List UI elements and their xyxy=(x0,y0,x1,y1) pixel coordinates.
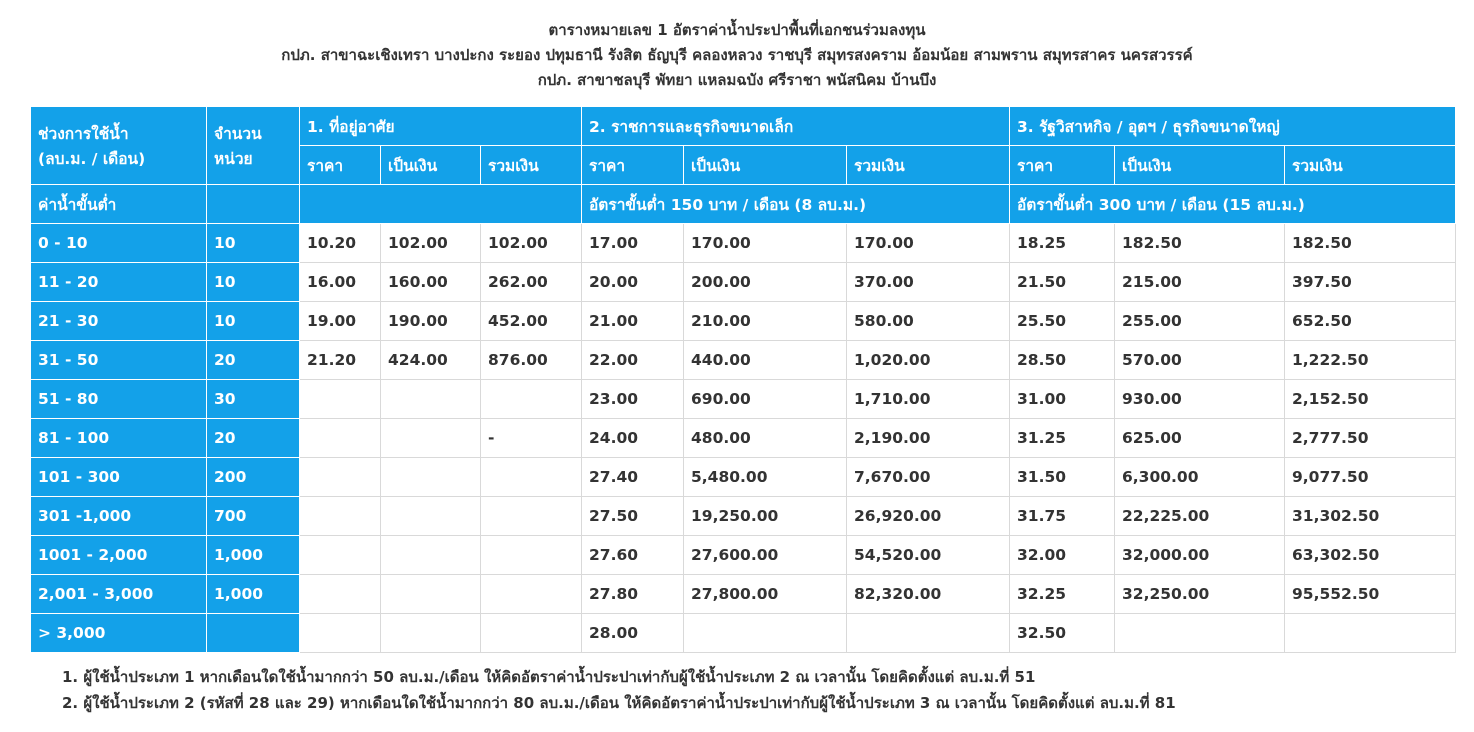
group-state-enterprise-industry-header: 3. รัฐวิสาหกิจ / อุตฯ / ธุรกิจขนาดใหญ่ xyxy=(1010,107,1456,146)
g1-total-cell xyxy=(481,380,582,419)
g2-amount-cell: 480.00 xyxy=(684,419,847,458)
table-row xyxy=(31,497,1456,536)
usage-range-cell: 51 - 80 xyxy=(31,380,207,419)
g1-amount-cell xyxy=(381,419,481,458)
g1-total-cell xyxy=(481,497,582,536)
g1-amount-cell xyxy=(381,497,481,536)
g1-price-cell: 10.20 xyxy=(300,224,381,263)
g2-price-cell: 27.80 xyxy=(582,575,684,614)
g3-total-cell: 95,552.50 xyxy=(1285,575,1456,614)
g2-amount-cell: 5,480.00 xyxy=(684,458,847,497)
g3-price-header: ราคา xyxy=(1010,146,1115,185)
g2-total-cell: 170.00 xyxy=(847,224,1010,263)
units-header-line-1: จำนวน xyxy=(214,124,262,143)
g3-total-cell: 9,077.50 xyxy=(1285,458,1456,497)
table-row xyxy=(31,614,1456,653)
g1-amount-cell xyxy=(381,380,481,419)
g2-amount-cell: 27,800.00 xyxy=(684,575,847,614)
g1-amount-cell xyxy=(381,458,481,497)
g3-price-cell: 21.50 xyxy=(1010,263,1115,302)
g2-price-cell: 28.00 xyxy=(582,614,684,653)
units-cell: 20 xyxy=(207,341,300,380)
g2-amount-cell xyxy=(684,614,847,653)
g2-amount-cell: 19,250.00 xyxy=(684,497,847,536)
rate-rows xyxy=(31,224,1456,653)
g2-price-cell: 20.00 xyxy=(582,263,684,302)
g3-total-cell: 182.50 xyxy=(1285,224,1456,263)
g1-total-cell: 452.00 xyxy=(481,302,582,341)
g3-total-cell: 397.50 xyxy=(1285,263,1456,302)
g1-total-cell xyxy=(481,536,582,575)
units-cell: 700 xyxy=(207,497,300,536)
g2-amount-cell: 27,600.00 xyxy=(684,536,847,575)
g1-price-cell xyxy=(300,575,381,614)
g2-total-cell xyxy=(847,614,1010,653)
usage-range-cell: 81 - 100 xyxy=(31,419,207,458)
units-cell: 200 xyxy=(207,458,300,497)
water-rate-table xyxy=(30,106,1456,653)
usage-range-cell: 31 - 50 xyxy=(31,341,207,380)
g1-minimum-cell xyxy=(300,185,582,224)
g1-total-cell xyxy=(481,614,582,653)
g3-price-cell: 31.00 xyxy=(1010,380,1115,419)
g1-amount-cell: 190.00 xyxy=(381,302,481,341)
g3-total-cell: 652.50 xyxy=(1285,302,1456,341)
g1-amount-cell: 424.00 xyxy=(381,341,481,380)
g1-total-cell xyxy=(481,575,582,614)
g3-total-cell: 1,222.50 xyxy=(1285,341,1456,380)
table-row xyxy=(31,419,1456,458)
g2-total-header: รวมเงิน xyxy=(847,146,1010,185)
g3-total-cell: 2,152.50 xyxy=(1285,380,1456,419)
g1-total-header: รวมเงิน xyxy=(481,146,582,185)
g3-price-cell: 32.00 xyxy=(1010,536,1115,575)
usage-range-cell: 301 -1,000 xyxy=(31,497,207,536)
usage-range-cell: 1001 - 2,000 xyxy=(31,536,207,575)
g1-amount-cell xyxy=(381,614,481,653)
g3-minimum-rate: อัตราขั้นต่ำ 300 บาท / เดือน (15 ลบ.ม.) xyxy=(1010,185,1456,224)
g3-total-cell xyxy=(1285,614,1456,653)
g1-total-cell: 102.00 xyxy=(481,224,582,263)
g3-amount-cell: 255.00 xyxy=(1115,302,1285,341)
table-row xyxy=(31,302,1456,341)
usage-range-cell: 11 - 20 xyxy=(31,263,207,302)
g2-total-cell: 82,320.00 xyxy=(847,575,1010,614)
units-cell: 10 xyxy=(207,302,300,341)
title-line-3: กปภ. สาขาชลบุรี พัทยา แหลมฉบัง ศรีราชา พนัสนิคม บ้านบึง xyxy=(537,71,937,89)
g2-price-cell: 24.00 xyxy=(582,419,684,458)
table-row xyxy=(31,263,1456,302)
table-row xyxy=(31,341,1456,380)
g3-amount-header: เป็นเงิน xyxy=(1115,146,1285,185)
g2-total-cell: 370.00 xyxy=(847,263,1010,302)
g3-amount-cell: 6,300.00 xyxy=(1115,458,1285,497)
g1-price-cell: 19.00 xyxy=(300,302,381,341)
units-cell: 1,000 xyxy=(207,575,300,614)
g2-price-cell: 17.00 xyxy=(582,224,684,263)
units-cell: 20 xyxy=(207,419,300,458)
table-row xyxy=(31,575,1456,614)
g3-amount-cell xyxy=(1115,614,1285,653)
g3-price-cell: 32.50 xyxy=(1010,614,1115,653)
g2-total-cell: 7,670.00 xyxy=(847,458,1010,497)
g1-price-cell: 21.20 xyxy=(300,341,381,380)
usage-range-cell: 2,001 - 3,000 xyxy=(31,575,207,614)
g1-total-cell: 876.00 xyxy=(481,341,582,380)
title-line-1: ตารางหมายเลข 1 อัตราค่าน้ำประปาพื้นที่เอกชนร่วมลงทุน xyxy=(548,21,926,39)
g1-price-cell xyxy=(300,536,381,575)
table-row xyxy=(31,536,1456,575)
g1-total-cell: - xyxy=(481,419,582,458)
g2-minimum-rate: อัตราขั้นต่ำ 150 บาท / เดือน (8 ลบ.ม.) xyxy=(582,185,1010,224)
minimum-charge-label: ค่าน้ำขั้นต่ำ xyxy=(31,185,207,224)
usage-range-header-line-1: ช่วงการใช้น้ำ xyxy=(38,124,129,143)
g3-total-cell: 63,302.50 xyxy=(1285,536,1456,575)
g2-amount-cell: 170.00 xyxy=(684,224,847,263)
g2-price-cell: 22.00 xyxy=(582,341,684,380)
g3-price-cell: 18.25 xyxy=(1010,224,1115,263)
g1-amount-cell xyxy=(381,575,481,614)
g1-price-cell xyxy=(300,419,381,458)
g3-amount-cell: 930.00 xyxy=(1115,380,1285,419)
g1-amount-cell xyxy=(381,536,481,575)
g1-price-cell xyxy=(300,458,381,497)
group-government-small-business-header: 2. ราชการและธุรกิจขนาดเล็ก xyxy=(582,107,1010,146)
g3-price-cell: 28.50 xyxy=(1010,341,1115,380)
units-cell: 1,000 xyxy=(207,536,300,575)
g3-amount-cell: 182.50 xyxy=(1115,224,1285,263)
units-cell: 10 xyxy=(207,224,300,263)
units-cell: 30 xyxy=(207,380,300,419)
g2-total-cell: 26,920.00 xyxy=(847,497,1010,536)
g3-price-cell: 31.50 xyxy=(1010,458,1115,497)
g1-amount-cell: 102.00 xyxy=(381,224,481,263)
g2-amount-cell: 690.00 xyxy=(684,380,847,419)
g2-price-cell: 27.60 xyxy=(582,536,684,575)
g2-amount-cell: 200.00 xyxy=(684,263,847,302)
g2-total-cell: 2,190.00 xyxy=(847,419,1010,458)
document-title-block xyxy=(0,18,1474,93)
g1-price-cell: 16.00 xyxy=(300,263,381,302)
g3-price-cell: 31.25 xyxy=(1010,419,1115,458)
g3-amount-cell: 570.00 xyxy=(1115,341,1285,380)
usage-range-cell: 21 - 30 xyxy=(31,302,207,341)
minimum-charge-row xyxy=(31,185,1456,224)
g1-price-header: ราคา xyxy=(300,146,381,185)
g2-price-cell: 21.00 xyxy=(582,302,684,341)
g2-total-cell: 1,020.00 xyxy=(847,341,1010,380)
units-header xyxy=(207,107,300,185)
table-row xyxy=(31,224,1456,263)
units-header-line-2: หน่วย xyxy=(214,149,253,168)
units-cell xyxy=(207,614,300,653)
header-row-1 xyxy=(31,107,1456,146)
g2-total-cell: 580.00 xyxy=(847,302,1010,341)
table-row xyxy=(31,380,1456,419)
g3-price-cell: 32.25 xyxy=(1010,575,1115,614)
g1-price-cell xyxy=(300,380,381,419)
g3-price-cell: 25.50 xyxy=(1010,302,1115,341)
minimum-units-cell xyxy=(207,185,300,224)
footnote-1: 1. ผู้ใช้น้ำประเภท 1 หากเดือนใดใช้น้ำมากกว่า 50 ลบ.ม./เดือน ให้คิดอัตราค่าน้ำประปาเท่ากับผู้ใช้น้ำประเภท 2 ณ เวลานั้น โดยคิดตั้งแต่ ลบ.ม.ที่ 51 xyxy=(62,668,1036,686)
g2-total-cell: 1,710.00 xyxy=(847,380,1010,419)
g2-total-cell: 54,520.00 xyxy=(847,536,1010,575)
g2-price-cell: 23.00 xyxy=(582,380,684,419)
usage-range-cell: 0 - 10 xyxy=(31,224,207,263)
g3-amount-cell: 32,000.00 xyxy=(1115,536,1285,575)
g1-amount-header: เป็นเงิน xyxy=(381,146,481,185)
g3-total-cell: 2,777.50 xyxy=(1285,419,1456,458)
g2-price-cell: 27.50 xyxy=(582,497,684,536)
usage-range-header-line-2: (ลบ.ม. / เดือน) xyxy=(38,149,146,168)
g3-total-header: รวมเงิน xyxy=(1285,146,1456,185)
usage-range-header xyxy=(31,107,207,185)
g3-total-cell: 31,302.50 xyxy=(1285,497,1456,536)
g3-price-cell: 31.75 xyxy=(1010,497,1115,536)
g2-price-header: ราคา xyxy=(582,146,684,185)
g1-total-cell: 262.00 xyxy=(481,263,582,302)
footnote-2: 2. ผู้ใช้น้ำประเภท 2 (รหัสที่ 28 และ 29) หากเดือนใดใช้น้ำมากกว่า 80 ลบ.ม./เดือน ให้คิดอัตราค่าน้ำประปาเท่ากับผู้ใช้น้ำประเภท 3 ณ เวลานั้น โดยคิดตั้งแต่ ลบ.ม.ที่ 81 xyxy=(62,694,1176,712)
title-line-2: กปภ. สาขาฉะเชิงเทรา บางปะกง ระยอง ปทุมธานี รังสิต ธัญบุรี คลองหลวง ราชบุรี สมุทรสงคราม อ้อมน้อย สามพราน สมุทรสาคร นครสวรรค์ xyxy=(281,46,1193,64)
g3-amount-cell: 32,250.00 xyxy=(1115,575,1285,614)
rate-table-wrapper xyxy=(30,106,1456,653)
units-cell: 10 xyxy=(207,263,300,302)
g1-total-cell xyxy=(481,458,582,497)
g3-amount-cell: 215.00 xyxy=(1115,263,1285,302)
g2-price-cell: 27.40 xyxy=(582,458,684,497)
g1-price-cell xyxy=(300,614,381,653)
g2-amount-cell: 440.00 xyxy=(684,341,847,380)
g3-amount-cell: 22,225.00 xyxy=(1115,497,1285,536)
g1-price-cell xyxy=(300,497,381,536)
table-row xyxy=(31,458,1456,497)
usage-range-cell: > 3,000 xyxy=(31,614,207,653)
footnotes xyxy=(62,664,1176,716)
g3-amount-cell: 625.00 xyxy=(1115,419,1285,458)
g1-amount-cell: 160.00 xyxy=(381,263,481,302)
group-residential-header: 1. ที่อยู่อาศัย xyxy=(300,107,582,146)
usage-range-cell: 101 - 300 xyxy=(31,458,207,497)
g2-amount-header: เป็นเงิน xyxy=(684,146,847,185)
g2-amount-cell: 210.00 xyxy=(684,302,847,341)
